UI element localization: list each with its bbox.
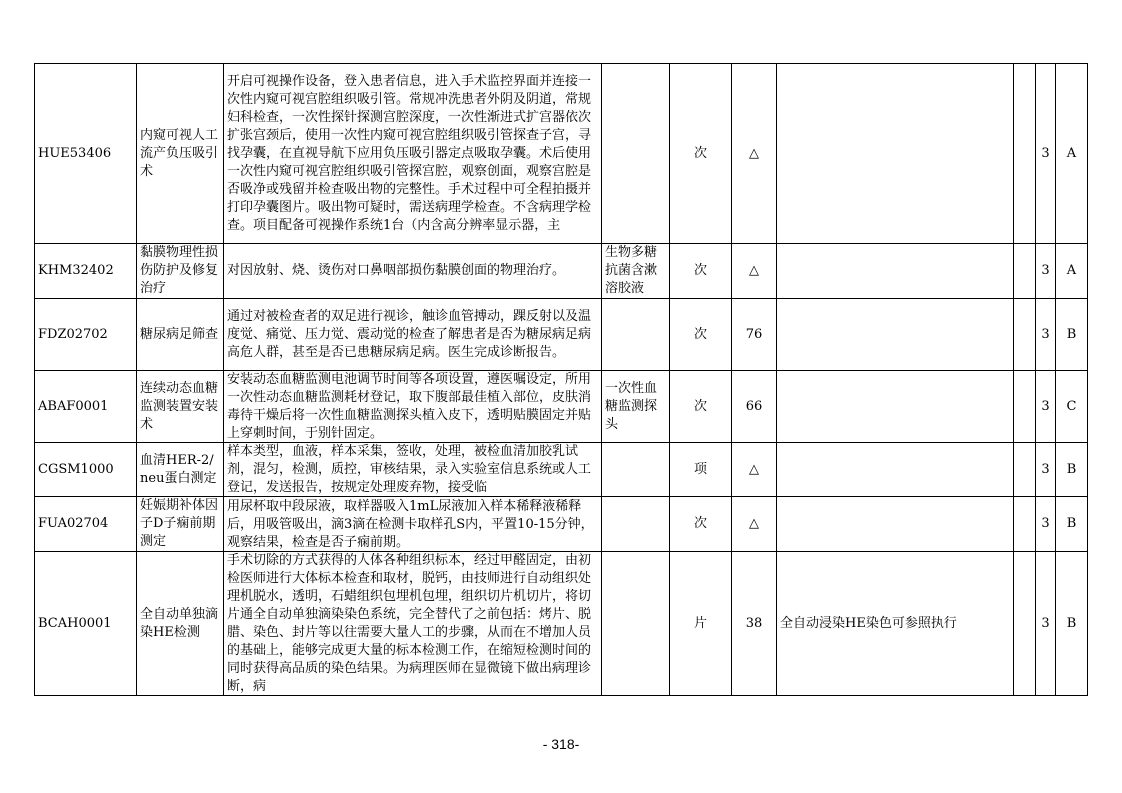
item-unit: 片 (670, 552, 732, 696)
item-number: 3 (1036, 443, 1056, 497)
item-code: BCAH0001 (35, 552, 137, 696)
item-note: 全自动浸染HE染色可参照执行 (777, 552, 1014, 696)
item-note (777, 299, 1014, 371)
item-number: 3 (1036, 497, 1056, 552)
table-row (35, 64, 1088, 244)
item-description (224, 244, 602, 299)
item-code: CGSM1000 (35, 443, 137, 497)
item-name: 内窥可视人工流产负压吸引术 (137, 64, 224, 244)
item-grade: B (1056, 552, 1088, 696)
item-excluded-content (602, 552, 670, 696)
item-number: 3 (1036, 371, 1056, 443)
item-number: 3 (1036, 299, 1056, 371)
item-price: △ (732, 244, 777, 299)
item-blank (1014, 443, 1036, 497)
item-note (777, 371, 1014, 443)
item-description (224, 371, 602, 443)
item-note (777, 244, 1014, 299)
item-description-text: 安装动态血糖监测电池调节时间等各项设置，遵医嘱设定，所用一次性动态血糖监测耗材登记，取下腹部最佳植入部位，皮肤消毒待干燥后将一次性血糖监测探头植入皮下，透明贴膜固定并贴上穿刺时间，于别针固定。 (227, 372, 592, 441)
item-excluded-content: 一次性血糖监测探头 (602, 371, 670, 443)
item-price: △ (732, 443, 777, 497)
item-unit: 项 (670, 443, 732, 497)
item-grade: A (1056, 64, 1088, 244)
item-price: 76 (732, 299, 777, 371)
item-name: 糖尿病足筛查 (137, 299, 224, 371)
item-price: △ (732, 64, 777, 244)
item-excluded-content (602, 497, 670, 552)
item-number: 3 (1036, 244, 1056, 299)
item-price: △ (732, 497, 777, 552)
item-description-text: 样本类型，血液，样本采集，签收，处理，被检血清加胶乳试剂，混匀，检测，质控，审核结果，录入实验室信息系统或人工登记，发送报告，按规定处理废弃物，接受临 (227, 444, 592, 495)
item-note (777, 497, 1014, 552)
item-excluded-content (602, 64, 670, 244)
item-blank (1014, 299, 1036, 371)
item-blank (1014, 552, 1036, 696)
item-blank (1014, 244, 1036, 299)
table-row (35, 552, 1088, 696)
table-row (35, 244, 1088, 299)
item-blank (1014, 371, 1036, 443)
item-description (224, 299, 602, 371)
item-code: ABAF0001 (35, 371, 137, 443)
item-name: 连续动态血糖监测装置安装术 (137, 371, 224, 443)
item-name: 妊娠期补体因子D子痫前期测定 (137, 497, 224, 552)
item-description-text: 用尿杯取中段尿液，取样器吸入1mL尿液加入样本稀释液稀释后，用吸管吸出，滴3滴在检测卡取样孔S内，平置10-15分钟，观察结果，检查是否子痫前期。 (227, 498, 594, 550)
item-note (777, 443, 1014, 497)
item-excluded-content (602, 443, 670, 497)
item-description (224, 552, 602, 696)
price-table (34, 63, 1088, 696)
item-price: 66 (732, 371, 777, 443)
item-grade: C (1056, 371, 1088, 443)
item-code: HUE53406 (35, 64, 137, 244)
table-row (35, 299, 1088, 371)
item-price: 38 (732, 552, 777, 696)
item-name: 血清HER-2/neu蛋白测定 (137, 443, 224, 497)
item-description (224, 64, 602, 244)
item-description (224, 497, 602, 552)
item-description-text: 开启可视操作设备，登入患者信息，进入手术监控界面并连接一次性内窥可视宫腔组织吸引管。常规冲洗患者外阴及阴道，常规妇科检查，一次性探针探测宫腔深度，一次性渐进式扩宫器依次扩张宫颈后，使用一次性内窥可视宫腔组织吸引管探查子宫，寻找孕囊，在直视导航下应用负压吸引器定点吸取孕囊。术后使用一次性内窥可视宫腔组织吸引管探宫腔，观察创面，观察宫腔是否吸净或残留并检查吸出物的完整性。手术过程中可全程拍摄并打印孕囊图片。吸出物可疑时，需送病理学检查。不含病理学检查。项目配备可视操作系统1台（内含高分辨率显示器，主 (227, 73, 592, 233)
item-description-text: 手术切除的方式获得的人体各种组织标本，经过甲醛固定，由初检医师进行大体标本检查和取材，脱钙，由技师进行自动组织处理机脱水，透明，石蜡组织包埋机包埋，组织切片机切片，将切片通全自动单独滴染染色系统，完全替代了之前包括：烤片、脱腊、染色、封片等以往需要大量人工的步骤，从而在不增加人员的基础上，能够完成更大量的标本检测工作，在缩短检测时间的同时获得高品质的染色结果。为病理医师在显微镜下做出病理诊断，病 (227, 553, 592, 694)
item-description (224, 443, 602, 497)
item-description-text: 对因放射、烧、烫伤对口鼻咽部损伤黏膜创面的物理治疗。 (227, 263, 566, 278)
item-number: 3 (1036, 64, 1056, 244)
table-row (35, 497, 1088, 552)
page-number: - 318- (542, 736, 580, 752)
item-unit: 次 (670, 371, 732, 443)
item-grade: B (1056, 299, 1088, 371)
item-note (777, 64, 1014, 244)
item-code: FDZ02702 (35, 299, 137, 371)
item-grade: A (1056, 244, 1088, 299)
item-unit: 次 (670, 244, 732, 299)
item-name: 黏膜物理性损伤防护及修复治疗 (137, 244, 224, 299)
table-row (35, 443, 1088, 497)
item-unit: 次 (670, 497, 732, 552)
item-grade: B (1056, 497, 1088, 552)
item-unit: 次 (670, 64, 732, 244)
item-unit: 次 (670, 299, 732, 371)
item-code: FUA02704 (35, 497, 137, 552)
item-excluded-content (602, 299, 670, 371)
item-description-text: 通过对被检查者的双足进行视诊，触诊血管搏动，踝反射以及温度觉、痛觉、压力觉、震动觉的检查了解患者是否为糖尿病足病高危人群，甚至是否已患糖尿病足病。医生完成诊断报告。 (227, 308, 592, 360)
item-grade: B (1056, 443, 1088, 497)
table-row (35, 371, 1088, 443)
item-blank (1014, 64, 1036, 244)
item-blank (1014, 497, 1036, 552)
item-number: 3 (1036, 552, 1056, 696)
item-excluded-content: 生物多糖抗菌含漱溶胶液 (602, 244, 670, 299)
item-name: 全自动单独滴染HE检测 (137, 552, 224, 696)
item-code: KHM32402 (35, 244, 137, 299)
